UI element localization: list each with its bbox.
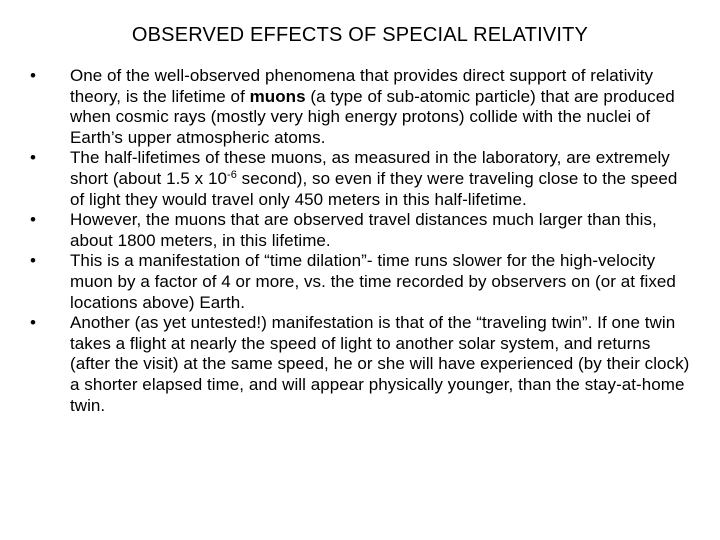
bullet-text: Another (as yet untested!) manifestation is that of the “traveling twin”. If one twin takes a flight at nearly the speed of light to another solar system, and returns (after the visit) at the same speed, he or she will have experienced (by their clock) a shorter elapsed time, and will appear physically younger, than the stay-at-home twin.: [70, 313, 690, 415]
bullet-item-muon-lifetime: [30, 66, 690, 148]
bullet-item-half-lifetime: [30, 148, 690, 210]
bullet-marker: •: [30, 313, 37, 333]
bullet-text: second), so even if they were traveling close to the speed of light they would travel only 450 meters in this half-lifetime.: [70, 168, 678, 209]
superscript-exponent: -6: [226, 168, 237, 181]
bullet-item-time-dilation: [30, 251, 690, 313]
bullet-marker: •: [30, 148, 37, 168]
bullet-text: This is a manifestation of “time dilation”- time runs slower for the high-velocity muon by a factor of 4 or more, vs. the time recorded by observers on (or at fixed locations above) Earth.: [70, 251, 676, 312]
bullet-text: (a type of sub-atomic particle) that are produced when cosmic rays (mostly very high energy protons) collide with the nuclei of Earth’s upper atmospheric atoms.: [70, 86, 675, 147]
bullet-marker: •: [30, 251, 37, 271]
bullet-text: The half-lifetimes of these muons, as measured in the laboratory, are extremely short (about 1.5 x 10: [70, 148, 670, 188]
bullet-list: [30, 66, 690, 416]
bullet-text: However, the muons that are observed travel distances much larger than this, about 1800 meters, in this lifetime.: [70, 210, 657, 250]
bullet-marker: •: [30, 66, 37, 85]
slide-title: OBSERVED EFFECTS OF SPECIAL RELATIVITY: [131, 24, 589, 46]
bullet-text: One of the well-observed phenomena that provides direct support of relativity theory, is the lifetime of: [70, 66, 654, 106]
bullet-item-observed-distance: [30, 210, 690, 251]
bullet-item-traveling-twin: [30, 313, 690, 416]
bullet-marker: •: [30, 210, 37, 230]
emphasis-text: muons: [249, 86, 306, 106]
